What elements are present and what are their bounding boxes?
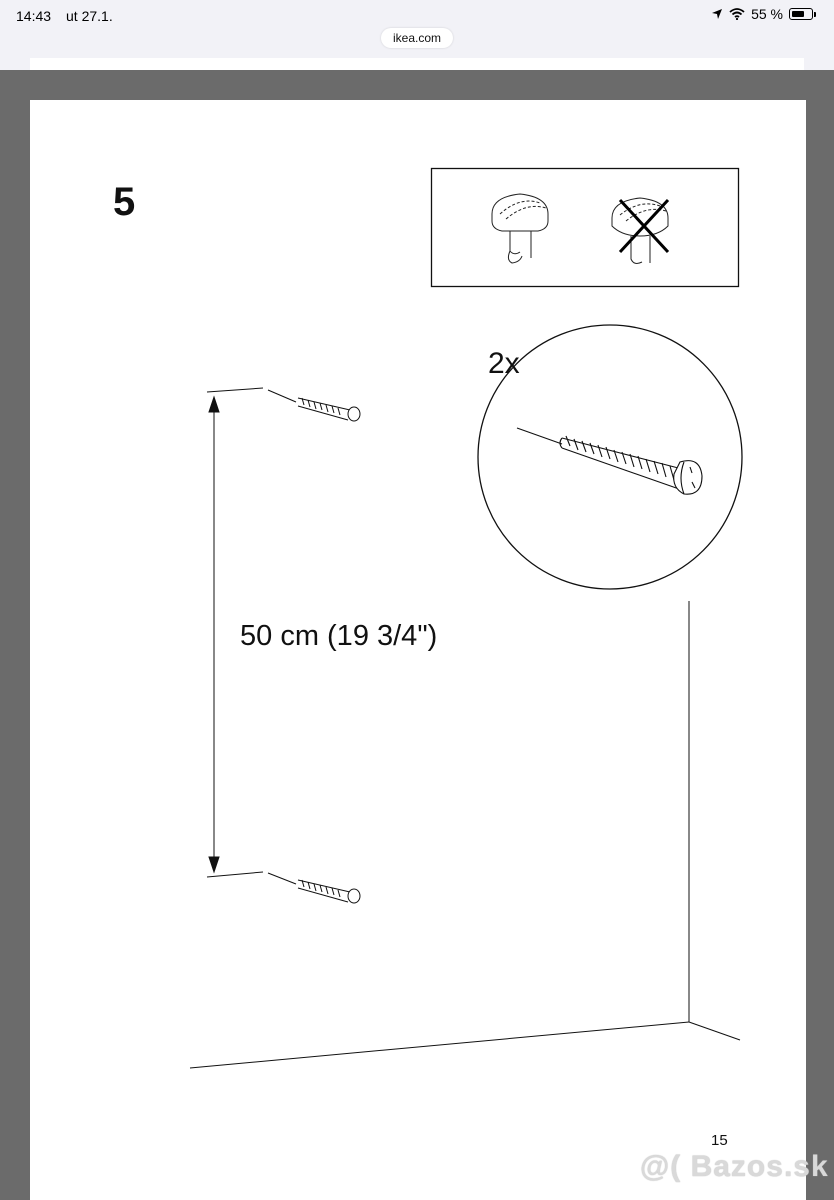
top-screw-icon (268, 390, 360, 421)
bottom-screw-icon (268, 873, 360, 903)
wall-plug-correct-icon (492, 194, 548, 263)
status-date: ut 27.1. (66, 8, 113, 24)
url-bar[interactable]: ikea.com (381, 28, 453, 48)
battery-percent: 55 % (751, 6, 783, 22)
distance-label: 50 cm (19 3/4") (240, 620, 438, 652)
page-number: 15 (711, 1132, 728, 1149)
watermark: @( Bazos.sk (640, 1150, 829, 1183)
status-time: 14:43 (16, 8, 52, 24)
step-number: 5 (113, 180, 136, 224)
tip-box (432, 169, 739, 287)
quantity-label: 2x (488, 347, 520, 380)
wall-plug-wrong-icon (612, 198, 668, 263)
wall-corner (190, 601, 740, 1068)
